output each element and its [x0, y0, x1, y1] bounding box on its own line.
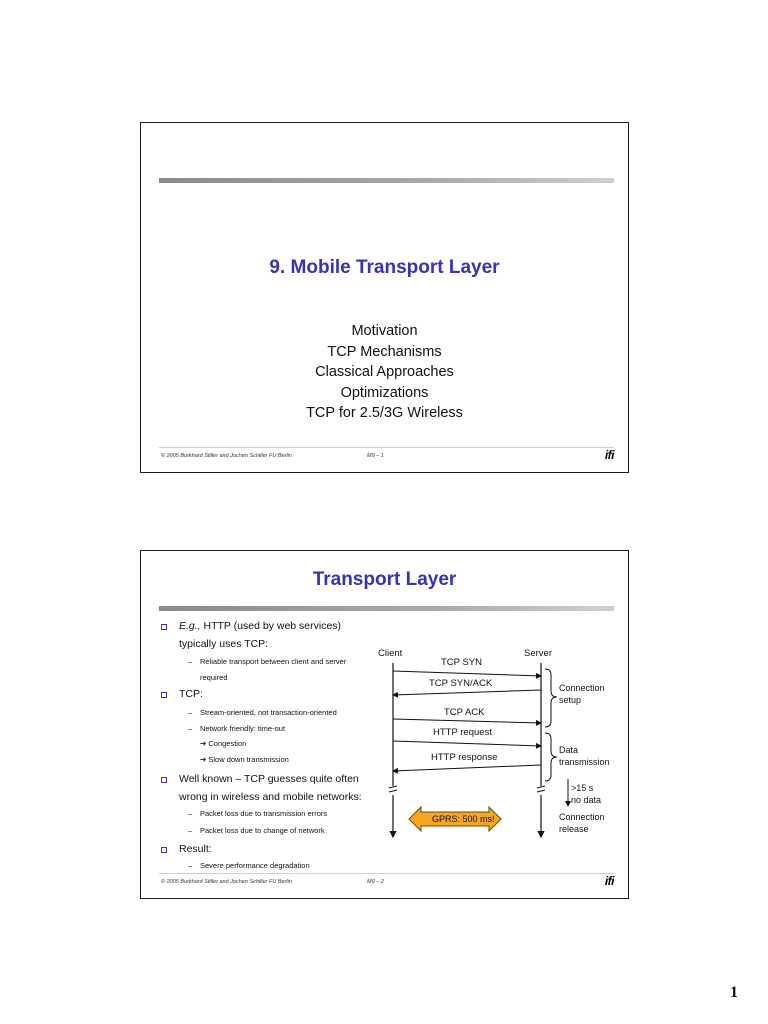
- copyright-text: © 2005 Burkhard Stiller and Jochen Schiller FU Berlin: [161, 453, 292, 459]
- slide-number: M9 – 2: [367, 879, 384, 885]
- slide-2: [140, 550, 629, 899]
- sub-bullet-text: Severe performance degradation: [200, 861, 310, 870]
- eg-text: E.g.,: [179, 620, 201, 632]
- server-label: Server: [524, 648, 552, 659]
- sub-bullet-text: Stream-oriented, not transaction-oriented: [200, 708, 337, 717]
- bullet-text-line2: wrong in wireless and mobile networks:: [179, 791, 362, 803]
- slide-title: Transport Layer: [312, 569, 457, 590]
- sub-bullet: – Reliable transport between client and server: [188, 657, 347, 666]
- agenda-item: TCP for 2.5/3G Wireless: [306, 405, 463, 421]
- sub-bullet-text: Network friendly: time-out: [200, 724, 286, 733]
- slide-footer: [159, 873, 614, 890]
- agenda-item: Optimizations: [340, 384, 429, 401]
- sub-bullet-text: Packet loss due to transmission errors: [200, 809, 328, 818]
- page-number: 1: [730, 984, 738, 1001]
- agenda-item: TCP Mechanisms: [327, 343, 442, 360]
- sub-bullet: – Packet loss due to transmission errors: [188, 809, 328, 818]
- copyright-text: © 2005 Burkhard Stiller and Jochen Schiller FU Berlin: [161, 879, 292, 885]
- sub-bullet: – Packet loss due to change of network: [188, 826, 325, 835]
- msg-tcp-ack-label: TCP ACK: [444, 707, 485, 718]
- connection-release-label: Connection release: [559, 812, 605, 834]
- sub-bullet: – Network friendly: time-out: [188, 724, 286, 733]
- msg-tcp-syn-arrow: [393, 671, 541, 676]
- client-label: Client: [378, 648, 403, 659]
- sub-bullet-line2: required: [200, 673, 228, 682]
- msg-tcp-synack-arrow: [393, 690, 541, 695]
- data-transmission-brace: [545, 733, 557, 781]
- msg-tcp-syn-label: TCP SYN: [441, 657, 483, 668]
- client-break-mark: [389, 786, 397, 792]
- sub-sub-bullet: ➔ Congestion: [200, 739, 247, 748]
- msg-http-request-arrow: [393, 741, 541, 746]
- sub-bullet-text: Reliable transport between client and server: [200, 657, 347, 666]
- msg-tcp-ack-arrow: [393, 719, 541, 723]
- bullet-text: TCP:: [179, 688, 203, 700]
- sub-sub-bullet: ➔ Slow down transmission: [200, 755, 289, 764]
- msg-http-request-label: HTTP request: [433, 727, 492, 738]
- msg-tcp-synack-label: TCP SYN/ACK: [429, 678, 493, 689]
- connection-setup-brace: [545, 669, 557, 727]
- agenda-item: Motivation: [351, 323, 418, 339]
- agenda-list: [141, 321, 628, 424]
- agenda-item: Classical Approaches: [315, 364, 454, 380]
- msg-http-response-arrow: [393, 765, 541, 771]
- msg-http-response-label: HTTP response: [431, 752, 498, 763]
- ifi-logo: ifi: [604, 448, 614, 462]
- bullet-text: HTTP (used by web services): [200, 620, 342, 632]
- gprs-latency-label: GPRS: 500 ms!: [432, 814, 495, 824]
- slide-number: M9 – 1: [367, 453, 384, 459]
- bullet-text-line2: typically uses TCP:: [179, 638, 269, 650]
- idle-time-label: >15 s no data: [571, 783, 602, 805]
- data-transmission-label: Data transmission: [559, 745, 610, 767]
- slide-1: [140, 122, 629, 473]
- sub-bullet-text: Packet loss due to change of network: [200, 826, 325, 835]
- bullet-text: Well known – TCP guesses quite often: [179, 773, 359, 785]
- server-break-mark: [537, 786, 545, 792]
- slide-title: 9. Mobile Transport Layer: [269, 257, 500, 278]
- connection-setup-label: Connection setup: [559, 683, 605, 705]
- sub-bullet: – Stream-oriented, not transaction-oriented: [188, 708, 337, 717]
- tcp-sequence-diagram: [141, 551, 630, 900]
- ifi-logo: ifi: [604, 874, 614, 888]
- bullet-text: Result:: [179, 843, 212, 855]
- title-bar-rule: [159, 178, 614, 183]
- sub-bullet: – Severe performance degradation: [188, 861, 310, 870]
- slide-footer: [159, 447, 614, 464]
